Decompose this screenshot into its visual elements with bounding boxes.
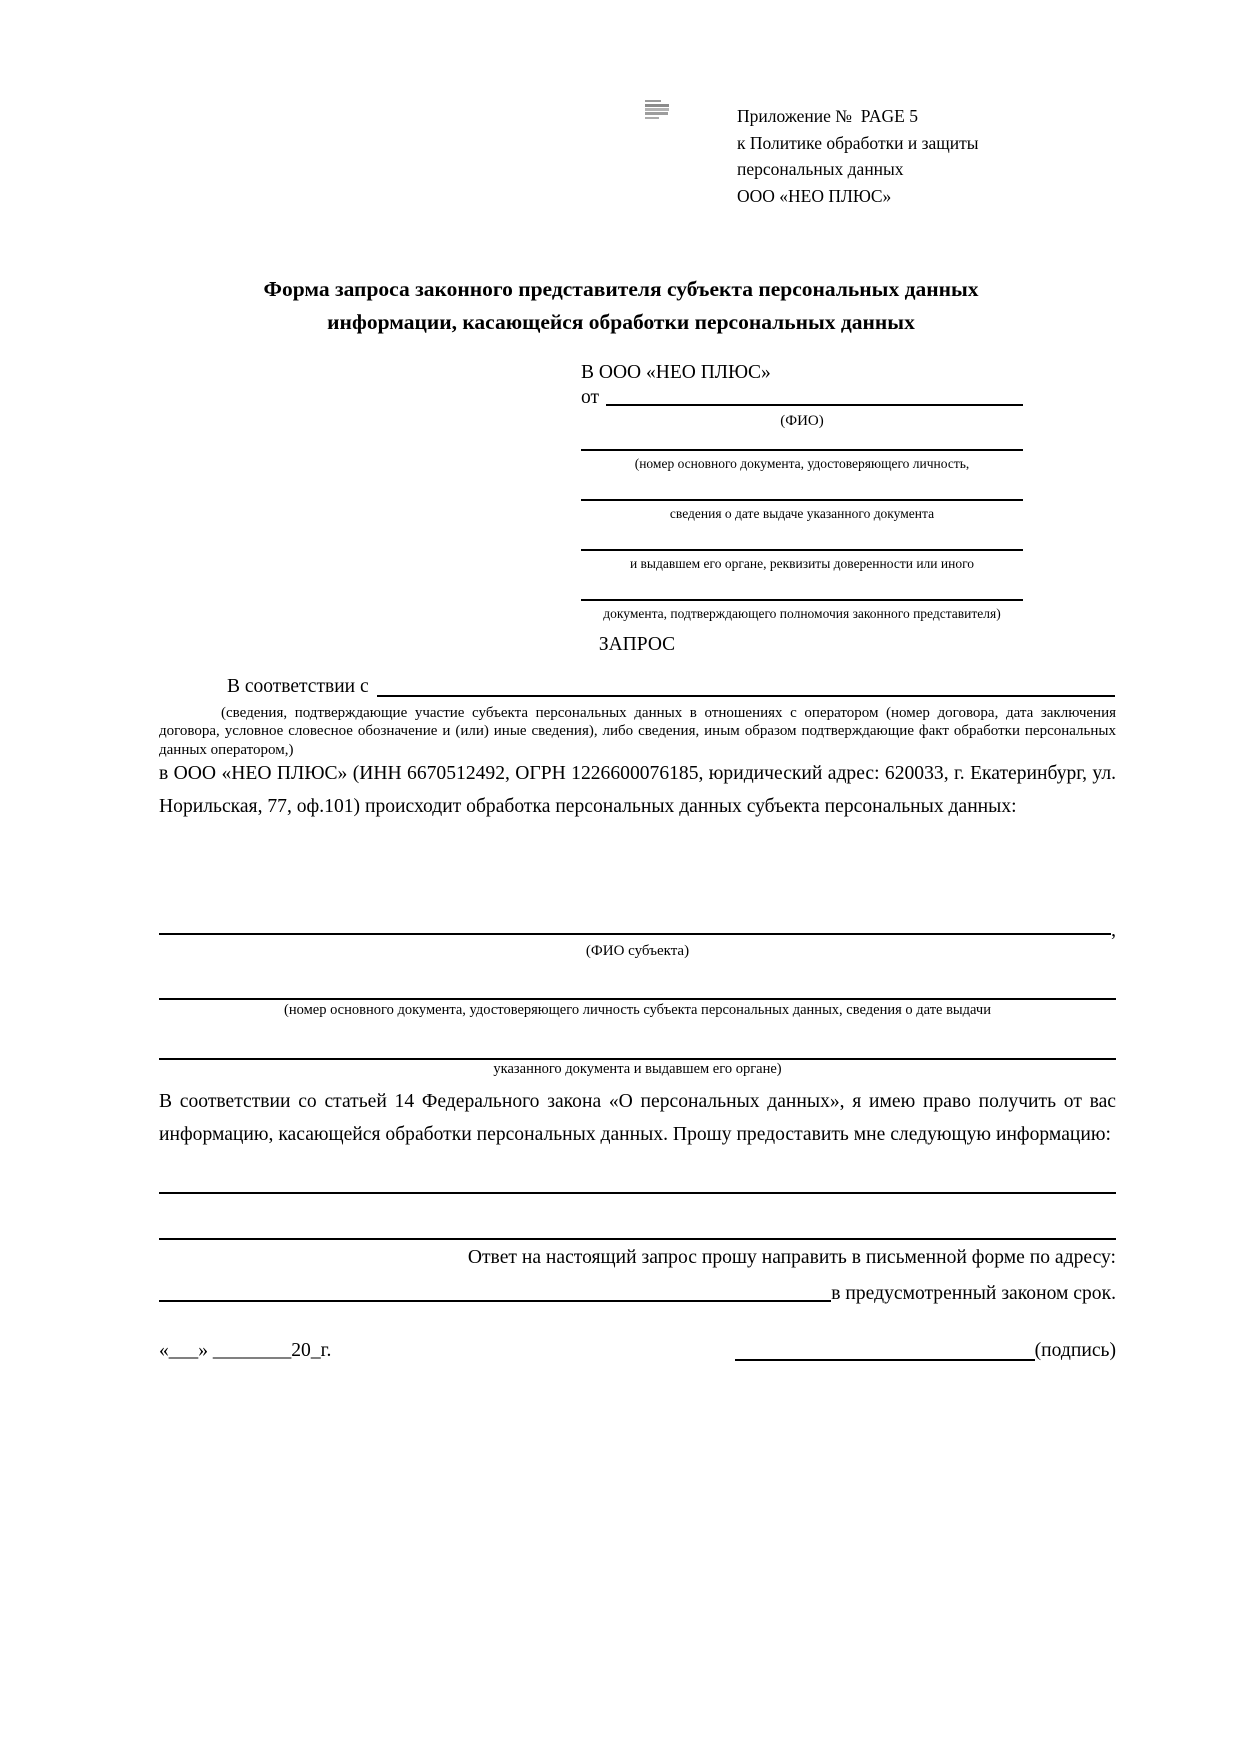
issue-date-caption: сведения о дате выдаче указанного документа bbox=[669, 506, 935, 521]
blank-line-signature bbox=[735, 1359, 1035, 1361]
reply-address-intro: Ответ на настоящий запрос прошу направить в письменной форме по адресу: bbox=[467, 1247, 1116, 1268]
appendix-header bbox=[737, 103, 979, 209]
law-paragraph: В соответствии со статьей 14 Федерального закона «О персональных данных», я имею право получить от вас информацию, касающейся обработки персональных данных. Прошу предоставить мне следующую информацию: bbox=[159, 1091, 1116, 1145]
blank-line-subject-document-2 bbox=[159, 1036, 1116, 1060]
glyph-bar bbox=[645, 108, 669, 110]
blank-line-document-number bbox=[581, 449, 1023, 451]
date-blank: «___» ________20_г. bbox=[159, 1340, 332, 1361]
form-title-line-2: информации, касающейся обработки персональных данных bbox=[327, 310, 915, 334]
from-field-row bbox=[581, 386, 1023, 409]
addressee-block bbox=[581, 359, 1023, 622]
blank-line-issuing-authority bbox=[581, 549, 1023, 551]
glyph-bar bbox=[645, 100, 661, 102]
reply-suffix: в предусмотренный законом срок. bbox=[831, 1283, 1116, 1304]
document-number-caption: (номер основного документа, удостоверяющего личность, bbox=[634, 456, 970, 471]
signature-caption: (подпись) bbox=[1034, 1340, 1116, 1361]
appendix-line: Приложение № PAGE 5 bbox=[737, 106, 918, 126]
appendix-line: ООО «НЕО ПЛЮС» bbox=[737, 185, 892, 206]
subject-fio-field-row bbox=[159, 916, 1116, 941]
glyph-bar bbox=[645, 112, 668, 114]
subject-document-caption-2: указанного документа и выдавшем его органе) bbox=[493, 1061, 782, 1077]
signature-group bbox=[735, 1338, 1116, 1364]
glyph-bar bbox=[645, 117, 659, 119]
operator-paragraph: в ООО «НЕО ПЛЮС» (ИНН 6670512492, ОГРН 1226600076185, юридический адрес: 620033, г. Екатеринбург, ул. Норильская, 77, оф.101) происходит обработка персональных данных субъекта персональных данных: bbox=[159, 763, 1116, 817]
from-label: от bbox=[581, 387, 600, 408]
power-of-attorney-caption: документа, подтверждающего полномочия законного представителя) bbox=[603, 606, 1001, 621]
subject-fio-caption: (ФИО субъекта) bbox=[585, 943, 690, 959]
addressee-organization: В ООО «НЕО ПЛЮС» bbox=[581, 362, 771, 383]
reply-address-field-row bbox=[159, 1278, 1116, 1305]
fio-caption: (ФИО) bbox=[780, 413, 824, 429]
blank-line-power-of-attorney bbox=[581, 599, 1023, 601]
accordance-field-row bbox=[159, 672, 1115, 700]
date-signature-row bbox=[159, 1336, 1116, 1364]
fine-print-caption: (сведения, подтверждающие участие субъекта персональных данных в отношениях с оператором (номер договора, дата заключения договора, условное словесное обозначение и (или) иные сведения), либо сведения, иным образом подтверждающие факт обработки персональных данных оператором,) bbox=[159, 705, 1116, 758]
blank-line-reply-address bbox=[159, 1300, 831, 1302]
blank-line-requested-info-1 bbox=[159, 1170, 1116, 1194]
glyph-bar bbox=[645, 104, 669, 106]
form-title-line-1: Форма запроса законного представителя субъекта персональных данных bbox=[263, 277, 979, 301]
request-heading: ЗАПРОС bbox=[598, 634, 676, 655]
appendix-line: к Политике обработки и защиты bbox=[737, 132, 979, 153]
subject-document-caption: (номер основного документа, удостоверяющего личность субъекта персональных данных, сведения о дате выдачи bbox=[284, 1002, 991, 1018]
blank-line-subject-document bbox=[159, 976, 1116, 1000]
blank-line-requested-info-2 bbox=[159, 1216, 1116, 1240]
blank-line-issue-date bbox=[581, 499, 1023, 501]
accordance-label: В соответствии с bbox=[227, 676, 369, 697]
blank-line-fio bbox=[606, 404, 1023, 406]
small-text-lines-icon bbox=[645, 100, 669, 119]
form-title bbox=[121, 273, 1121, 339]
blank-line-accordance bbox=[377, 695, 1115, 697]
appendix-line: персональных данных bbox=[737, 159, 904, 179]
trailing-comma: , bbox=[1111, 920, 1116, 941]
blank-line-subject-fio bbox=[159, 933, 1111, 935]
issuing-authority-caption: и выдавшем его органе, реквизиты доверенности или иного bbox=[629, 556, 975, 571]
